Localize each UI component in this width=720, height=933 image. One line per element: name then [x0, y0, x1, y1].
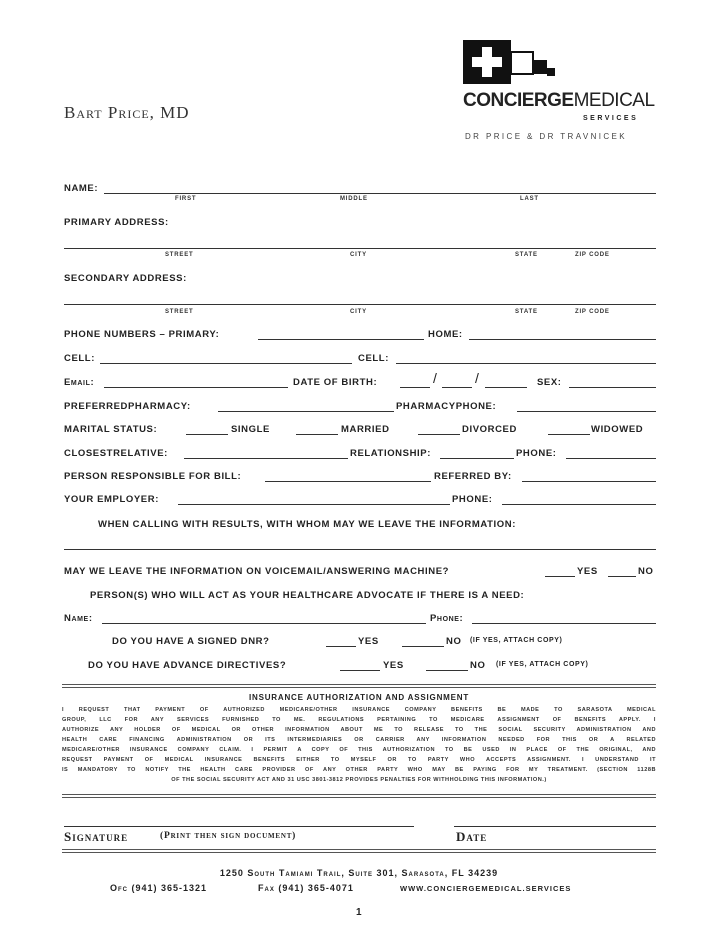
signature-note: (Print then sign document) — [160, 831, 297, 841]
results-contact-field[interactable] — [64, 549, 656, 550]
date-label: Date — [456, 829, 488, 844]
dnr-no: NO — [446, 636, 462, 647]
logo-brand-light: MEDICAL — [573, 90, 655, 111]
phone-primary-field[interactable] — [258, 339, 424, 340]
single-blank[interactable] — [186, 434, 228, 435]
divorced-blank[interactable] — [418, 434, 460, 435]
dnr-no-blank[interactable] — [402, 646, 444, 647]
footer-address: 1250 South Tamiami Trail, Suite 301, Sarasota, FL 34239 — [219, 868, 499, 878]
insurance-line: OF THE SOCIAL SECURITY ACT AND 31 USC 3801-3812 PROVIDES PENALTIES FOR WITHHOLDING THIS INFORMATION.) — [171, 777, 547, 783]
cell-field-1[interactable] — [100, 363, 352, 364]
closest-relative-field[interactable] — [184, 458, 348, 459]
employer-phone-label: PHONE: — [452, 494, 493, 505]
name-last-caption: LAST — [520, 196, 539, 202]
relationship-label: RELATIONSHIP: — [350, 448, 431, 459]
dob-label: DATE OF BIRTH: — [293, 377, 378, 388]
primary-state-caption: STATE — [515, 252, 538, 258]
name-label: NAME: — [64, 183, 99, 194]
relative-phone-field[interactable] — [566, 458, 656, 459]
cell-field-2[interactable] — [396, 363, 656, 364]
email-label: Email: — [64, 377, 95, 388]
secondary-city-caption: CITY — [350, 309, 367, 315]
cell-label-2: CELL: — [358, 353, 389, 364]
home-phone-label: HOME: — [428, 329, 463, 340]
relationship-field[interactable] — [440, 458, 514, 459]
employer-phone-field[interactable] — [502, 504, 656, 505]
signature-field[interactable] — [64, 826, 414, 827]
cell-label-1: CELL: — [64, 353, 95, 364]
page-number: 1 — [356, 907, 362, 918]
married-option: MARRIED — [341, 424, 390, 435]
primary-address-label: PRIMARY ADDRESS: — [64, 217, 169, 228]
voicemail-question: MAY WE LEAVE THE INFORMATION ON VOICEMAIL/ANSWERING MACHINE? — [64, 566, 450, 577]
dnr-question: DO YOU HAVE A SIGNED DNR? — [112, 636, 270, 647]
divorced-option: DIVORCED — [462, 424, 517, 435]
advocate-question: PERSON(S) WHO WILL ACT AS YOUR HEALTHCARE ADVOCATE IF THERE IS A NEED: — [90, 590, 525, 601]
sex-label: SEX: — [537, 377, 562, 388]
signature-label: Signature — [64, 829, 129, 844]
insurance-title: INSURANCE AUTHORIZATION AND ASSIGNMENT — [248, 693, 470, 702]
voicemail-yes-blank[interactable] — [545, 576, 575, 577]
widowed-option: WIDOWED — [591, 424, 644, 435]
voicemail-yes: YES — [577, 566, 598, 577]
relative-phone-label: PHONE: — [516, 448, 557, 459]
insurance-line: IS MANDATORY TO NOTIFY THE HEALTH CARE PROVIDER OF ANY OTHER PARTY WHO MAY BE PAYING FOR MY TREATMENT. (SECTION 1128B — [62, 767, 656, 773]
marital-status-label: MARITAL STATUS: — [64, 424, 158, 435]
secondary-zip-caption: ZIP CODE — [575, 309, 610, 315]
employer-label: YOUR EMPLOYER: — [64, 494, 159, 505]
logo-doctors: DR PRICE & DR TRAVNICEK — [465, 132, 628, 141]
pharmacy-phone-label: PHARMACYPHONE: — [396, 401, 497, 412]
responsible-field[interactable] — [265, 481, 431, 482]
directives-no: NO — [470, 660, 486, 671]
divider — [62, 849, 656, 853]
logo-services: SERVICES — [583, 115, 639, 122]
closest-relative-label: CLOSESTRELATIVE: — [64, 448, 168, 459]
directives-question: DO YOU HAVE ADVANCE DIRECTIVES? — [88, 660, 287, 671]
married-blank[interactable] — [296, 434, 338, 435]
email-field[interactable] — [104, 387, 288, 388]
directives-yes: YES — [383, 660, 404, 671]
insurance-line: AUTHORIZE ANY HOLDER OF MEDICAL OR OTHER INFORMATION ABOUT ME TO RELEASE TO THE SOCIAL SECURITY ADMINISTRATION AND — [62, 727, 656, 733]
dob-day-field[interactable] — [442, 387, 472, 388]
pharmacy-phone-field[interactable] — [517, 411, 656, 412]
footer-fax: Fax (941) 365-4071 — [258, 883, 354, 893]
voicemail-no: NO — [638, 566, 654, 577]
widowed-blank[interactable] — [548, 434, 590, 435]
secondary-address-label: SECONDARY ADDRESS: — [64, 273, 187, 284]
insurance-line: MEDICARE/OTHER INSURANCE COMPANY CLAIM. I PERMIT A COPY OF THIS AUTHORIZATION TO BE USED IN PLACE OF THE ORIGINAL, AND — [62, 747, 656, 753]
pharmacy-field[interactable] — [218, 411, 394, 412]
directives-yes-blank[interactable] — [340, 670, 380, 671]
dnr-yes-blank[interactable] — [326, 646, 356, 647]
logo-brand-bold: CONCIERGE — [463, 90, 574, 111]
doctor-name: Bart Price, MD — [64, 103, 190, 122]
insurance-line: HEALTH CARE FINANCING ADMINISTRATION OR ITS INTERMEDIARIES OR CARRIER ANY INFORMATION NEEDED FOR THIS OR A RELATED — [62, 737, 656, 743]
dob-month-field[interactable] — [400, 387, 430, 388]
footer-office-phone: Ofc (941) 365-1321 — [110, 883, 208, 893]
primary-address-field[interactable] — [64, 248, 656, 249]
divider — [62, 794, 656, 798]
advocate-phone-label: Phone: — [430, 613, 464, 624]
dnr-attach-note: (IF YES, ATTACH COPY) — [470, 637, 563, 644]
name-first-caption: FIRST — [175, 196, 197, 202]
insurance-text — [62, 705, 656, 785]
insurance-line: GROUP, LLC FOR ANY SERVICES FURNISHED TO ME. REGULATIONS PERTAINING TO MEDICARE ASSIGNMENT OF BENEFITS APPLY. I — [62, 717, 656, 723]
logo — [463, 38, 663, 148]
pharmacy-label: PREFERREDPHARMACY: — [64, 401, 191, 412]
divider — [62, 684, 656, 688]
name-middle-caption: MIDDLE — [340, 196, 368, 202]
single-option: SINGLE — [231, 424, 270, 435]
medical-cross-icon — [463, 38, 573, 88]
primary-street-caption: STREET — [165, 252, 194, 258]
name-field[interactable] — [104, 193, 656, 194]
date-field[interactable] — [454, 826, 656, 827]
referred-by-label: REFERRED BY: — [434, 471, 512, 482]
advocate-name-label: Name: — [64, 613, 93, 624]
phone-primary-label: PHONE NUMBERS – PRIMARY: — [64, 329, 220, 340]
referred-by-field[interactable] — [522, 481, 656, 482]
insurance-line: REQUEST PAYMENT OF MEDICAL INSURANCE BENEFITS EITHER TO MYSELF OR TO PARTY WHO ACCEPTS ASSIGNMENT. I UNDERSTAND IT — [62, 757, 656, 763]
home-phone-field[interactable] — [469, 339, 656, 340]
sex-field[interactable] — [569, 387, 656, 388]
footer-website[interactable]: WWW.CONCIERGEMEDICAL.SERVICES — [400, 884, 572, 893]
directives-no-blank[interactable] — [426, 670, 468, 671]
dnr-yes: YES — [358, 636, 379, 647]
results-question: WHEN CALLING WITH RESULTS, WITH WHOM MAY WE LEAVE THE INFORMATION: — [98, 519, 516, 530]
insurance-line: I REQUEST THAT PAYMENT OF AUTHORIZED MEDICARE/OTHER INSURANCE COMPANY BENEFITS BE MADE TO SARASOTA MEDICAL — [62, 707, 656, 713]
responsible-label: PERSON RESPONSIBLE FOR BILL: — [64, 471, 242, 482]
voicemail-no-blank[interactable] — [608, 576, 636, 577]
advocate-name-field[interactable] — [102, 623, 426, 624]
secondary-state-caption: STATE — [515, 309, 538, 315]
advocate-phone-field[interactable] — [472, 623, 656, 624]
secondary-street-caption: STREET — [165, 309, 194, 315]
employer-field[interactable] — [178, 504, 450, 505]
primary-city-caption: CITY — [350, 252, 367, 258]
primary-zip-caption: ZIP CODE — [575, 252, 610, 258]
dob-year-field[interactable] — [485, 387, 527, 388]
directives-attach-note: (IF YES, ATTACH COPY) — [496, 661, 589, 668]
secondary-address-field[interactable] — [64, 304, 656, 305]
